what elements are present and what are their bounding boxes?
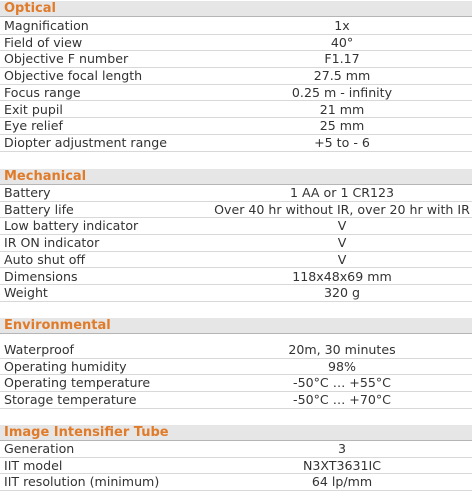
spec-value: +5 to - 6	[314, 134, 370, 150]
spec-value: 1x	[334, 18, 350, 33]
spec-label: Operating temperature	[4, 375, 151, 391]
spec-value: 1 AA or 1 CR123	[289, 185, 395, 200]
spec-row	[0, 35, 472, 52]
spec-label: Auto shut off	[4, 251, 86, 267]
spec-label: Field of view	[4, 34, 83, 50]
spec-label: Dimensions	[4, 268, 78, 284]
spec-label: IIT resolution (minimum)	[4, 474, 160, 490]
spec-value: 27.5 mm	[313, 68, 371, 84]
spec-row	[0, 51, 472, 68]
spec-label: Objective focal length	[4, 68, 143, 84]
spec-label: Low battery indicator	[4, 218, 139, 234]
spec-row	[0, 285, 472, 302]
section-title: Environmental	[4, 318, 111, 333]
spec-value: V	[337, 235, 347, 251]
spec-label: Magnification	[4, 18, 89, 33]
spec-value: F1.17	[324, 51, 360, 67]
spec-row	[0, 392, 472, 409]
spec-label: Focus range	[4, 84, 81, 100]
spec-label: Operating humidity	[4, 358, 127, 374]
spec-row	[0, 85, 472, 102]
spec-label: Battery	[4, 185, 51, 200]
spec-row	[0, 375, 472, 392]
spec-row	[0, 118, 472, 135]
spec-value: 20m, 30 minutes	[288, 342, 396, 357]
spec-label: Waterproof	[4, 342, 74, 357]
section-header-optical	[0, 1, 472, 17]
spec-row	[0, 202, 472, 219]
spec-value: Over 40 hr without IR, over 20 hr with IR	[214, 201, 470, 217]
spec-value: N3XT3631IC	[302, 457, 382, 473]
spec-row	[0, 185, 472, 202]
section-header-environmental	[0, 318, 472, 334]
spec-value: 98%	[328, 358, 356, 374]
section-header-image-intensifier-tube	[0, 425, 472, 441]
spec-row	[0, 458, 472, 475]
section-header-mechanical	[0, 169, 472, 185]
spec-label: Battery life	[4, 201, 74, 217]
spec-row	[0, 235, 472, 252]
spec-label: Exit pupil	[4, 101, 63, 117]
spec-value: 21 mm	[319, 101, 365, 117]
spec-row	[0, 342, 472, 359]
spec-label: Objective F number	[4, 51, 129, 67]
spec-row	[0, 68, 472, 85]
section-title: Optical	[4, 1, 56, 16]
spec-value: 320 g	[323, 285, 361, 301]
spec-row	[0, 359, 472, 376]
spec-value: V	[337, 218, 347, 234]
spec-row	[0, 269, 472, 286]
spec-label: Weight	[4, 285, 48, 301]
spec-row	[0, 102, 472, 119]
spec-value: 118x48x69 mm	[292, 268, 392, 284]
spec-label: Eye relief	[4, 118, 63, 134]
spec-row	[0, 441, 472, 458]
spec-value: 0.25 m - infinity	[291, 84, 393, 100]
spec-label: Generation	[4, 441, 75, 456]
spec-value: 64 lp/mm	[311, 474, 373, 490]
spec-row	[0, 135, 472, 152]
spec-label: IIT model	[4, 457, 63, 473]
spec-label: Storage temperature	[4, 392, 137, 408]
spec-row	[0, 18, 472, 35]
spec-row	[0, 474, 472, 491]
section-title: Mechanical	[4, 169, 87, 184]
spec-value: -50°C … +55°C	[293, 375, 391, 391]
spec-value: -50°C … +70°C	[293, 392, 391, 408]
spec-row	[0, 218, 472, 235]
spec-label: IR ON indicator	[4, 235, 100, 251]
spec-value: 3	[337, 441, 346, 456]
spec-label: Diopter adjustment range	[4, 134, 168, 150]
spec-value: 25 mm	[319, 118, 365, 134]
section-title: Image Intensifier Tube	[4, 425, 169, 440]
spec-value: 40°	[330, 34, 354, 50]
spec-row	[0, 252, 472, 269]
spec-value: V	[337, 251, 347, 267]
